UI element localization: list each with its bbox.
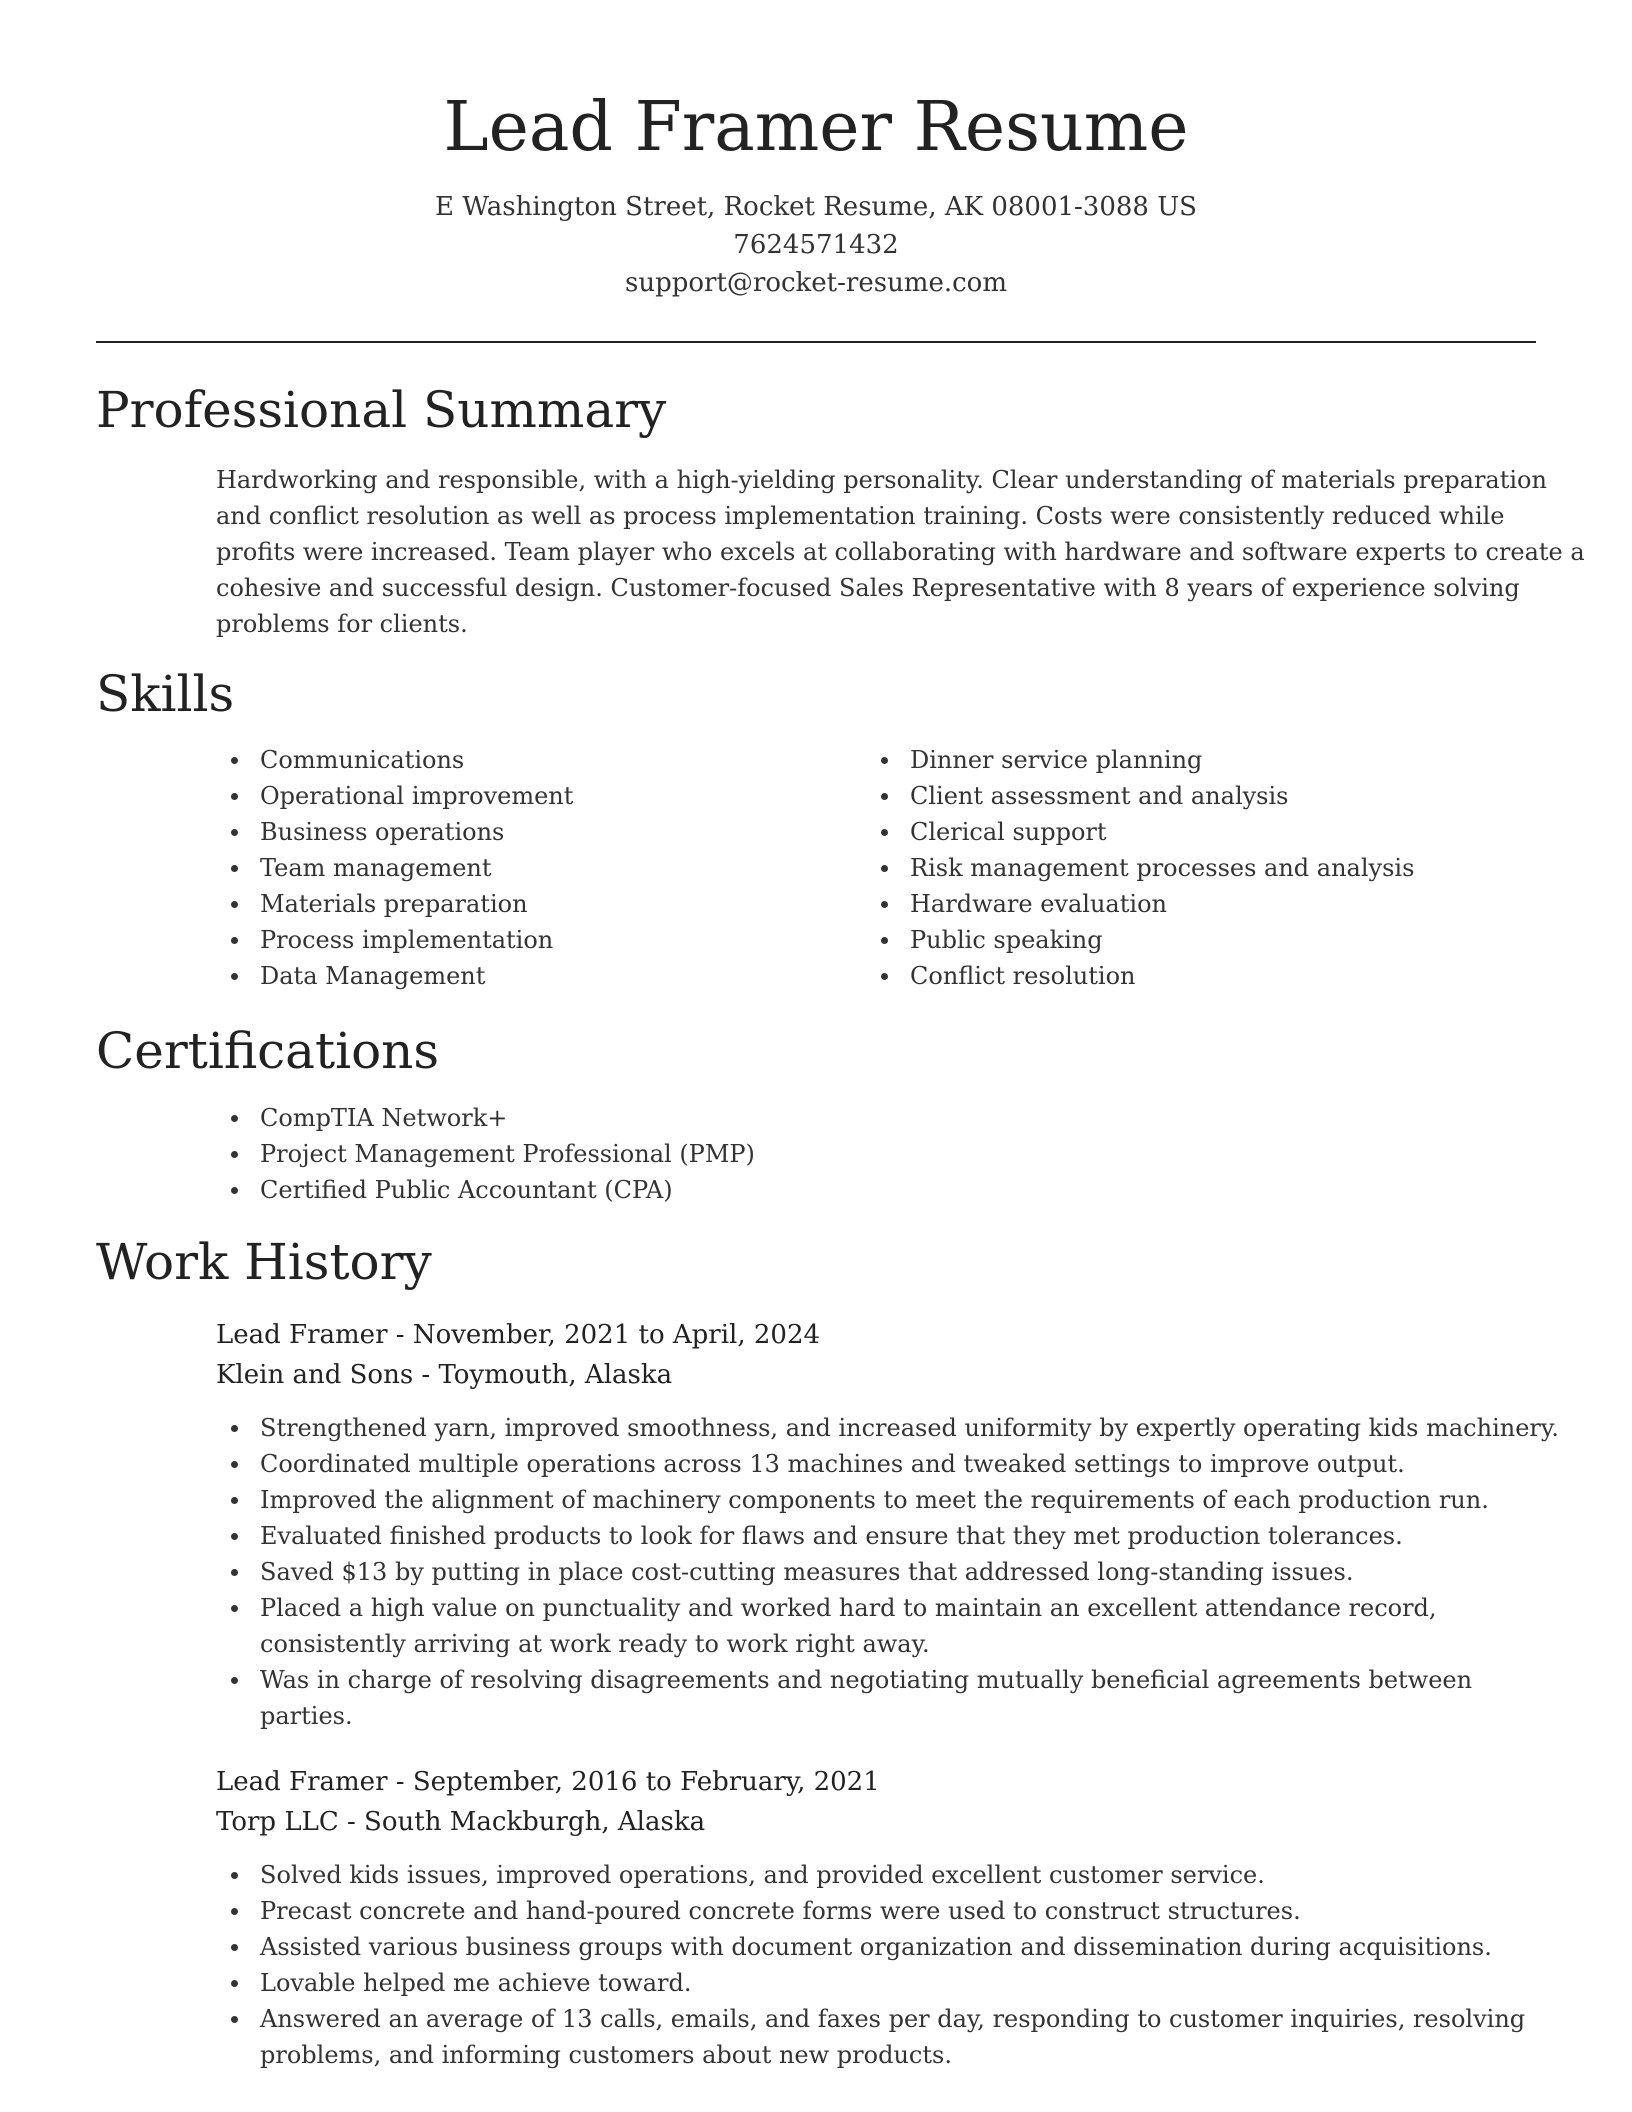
- certification-item: CompTIA Network+: [216, 1100, 755, 1136]
- skill-item: Hardware evaluation: [866, 886, 1414, 922]
- summary-line: problems for clients.: [216, 610, 468, 638]
- skill-item: Risk management processes and analysis: [866, 850, 1414, 886]
- job-bullet-text: Assisted various business groups with document organization and dissemination during acquisitions.: [260, 1933, 1492, 1961]
- job-company-line: Klein and Sons - Toymouth, Alaska: [216, 1360, 673, 1390]
- summary-heading: Professional Summary: [96, 381, 667, 439]
- certifications-heading: Certifications: [96, 1022, 440, 1080]
- job-bullet-text: Placed a high value on punctuality and worked hard to maintain an excellent attendance record,: [260, 1594, 1437, 1622]
- skill-item: Clerical support: [866, 814, 1414, 850]
- job-bullet: [216, 1893, 1525, 1929]
- skills-list-left: [216, 742, 573, 994]
- job-title-line: Lead Framer - November, 2021 to April, 2024: [216, 1320, 821, 1350]
- job-bullet: [216, 1965, 1525, 2001]
- job-bullet: [216, 1410, 1559, 1446]
- job-bullet: [216, 1929, 1525, 1965]
- job-bullet: [216, 2001, 1525, 2073]
- job-title-line: Lead Framer - September, 2016 to February, 2021: [216, 1767, 880, 1797]
- job-bullet-continuation: problems, and informing customers about new products.: [260, 2041, 952, 2069]
- work-history-heading: Work History: [96, 1233, 432, 1291]
- skills-list-right: [866, 742, 1414, 994]
- job-bullet-text: Evaluated finished products to look for flaws and ensure that they met production tolerances.: [260, 1522, 1403, 1550]
- skill-item: Process implementation: [216, 922, 573, 958]
- job-bullet: [216, 1857, 1525, 1893]
- job-bullet-text: Coordinated multiple operations across 13 machines and tweaked settings to improve output.: [260, 1450, 1405, 1478]
- skill-item: Conflict resolution: [866, 958, 1414, 994]
- job-bullet-text: Improved the alignment of machinery components to meet the requirements of each production run.: [260, 1486, 1489, 1514]
- skills-heading: Skills: [96, 665, 235, 723]
- skill-item: Data Management: [216, 958, 573, 994]
- skill-item: Client assessment and analysis: [866, 778, 1414, 814]
- job-bullet-text: Lovable helped me achieve toward.: [260, 1969, 692, 1997]
- summary-line: cohesive and successful design. Customer-focused Sales Representative with 8 years of experience solving: [216, 574, 1520, 602]
- skill-item: Operational improvement: [216, 778, 573, 814]
- job-bullets: [216, 1410, 1559, 1734]
- job-bullet: [216, 1518, 1559, 1554]
- job-bullets: [216, 1857, 1525, 2073]
- phone-text: 7624571432: [733, 230, 899, 260]
- skill-item: Business operations: [216, 814, 573, 850]
- job-bullet: [216, 1590, 1559, 1662]
- job-bullet: [216, 1482, 1559, 1518]
- certification-item: Project Management Professional (PMP): [216, 1136, 755, 1172]
- job-bullet-text: Precast concrete and hand-poured concrete forms were used to construct structures.: [260, 1897, 1301, 1925]
- header-divider: [96, 341, 1536, 343]
- resume-title: Lead Framer Resume: [443, 88, 1189, 167]
- email-text: support@rocket-resume.com: [624, 268, 1007, 298]
- job-company-line: Torp LLC - South Mackburgh, Alaska: [216, 1807, 706, 1837]
- job-bullet-text: Saved $13 by putting in place cost-cutting measures that addressed long-standing issues.: [260, 1558, 1354, 1586]
- job-bullet-text: Was in charge of resolving disagreements and negotiating mutually beneficial agreements between: [260, 1666, 1473, 1694]
- job-bullet-continuation: parties.: [260, 1702, 353, 1730]
- job-bullet-text: Solved kids issues, improved operations, and provided excellent customer service.: [260, 1861, 1265, 1889]
- job-bullet-text: Strengthened yarn, improved smoothness, and increased uniformity by expertly operating kids machinery.: [260, 1414, 1559, 1442]
- skill-item: Dinner service planning: [866, 742, 1414, 778]
- skill-item: Communications: [216, 742, 573, 778]
- job-bullet: [216, 1554, 1559, 1590]
- address-text: E Washington Street, Rocket Resume, AK 08001-3088 US: [435, 192, 1197, 222]
- summary-text: [216, 462, 1585, 642]
- skill-item: Public speaking: [866, 922, 1414, 958]
- skill-item: Team management: [216, 850, 573, 886]
- job-bullet-text: Answered an average of 13 calls, emails, and faxes per day, responding to customer inquiries, resolving: [260, 2005, 1526, 2033]
- summary-line: and conflict resolution as well as process implementation training. Costs were consistently reduced while: [216, 502, 1505, 530]
- job-bullet: [216, 1662, 1559, 1734]
- certifications-list: [216, 1100, 755, 1208]
- job-bullet: [216, 1446, 1559, 1482]
- skill-item: Materials preparation: [216, 886, 573, 922]
- summary-line: profits were increased. Team player who excels at collaborating with hardware and software experts to create a: [216, 538, 1585, 566]
- job-bullet-continuation: consistently arriving at work ready to work right away.: [260, 1630, 930, 1658]
- certification-item: Certified Public Accountant (CPA): [216, 1172, 755, 1208]
- summary-line: Hardworking and responsible, with a high-yielding personality. Clear understanding of materials preparation: [216, 466, 1547, 494]
